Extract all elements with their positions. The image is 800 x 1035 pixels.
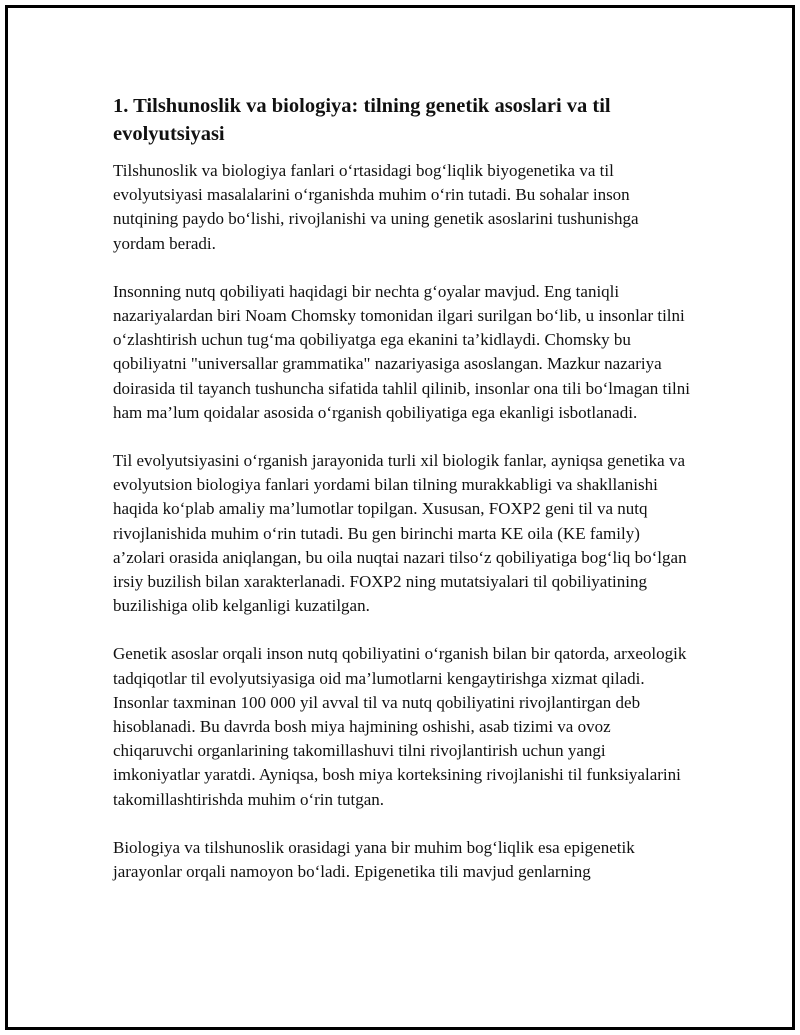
paragraph-1: Tilshunoslik va biologiya fanlari o‘rtasidagi bog‘liqlik biyogenetika va til evolyutsiyasi masalalarini o‘rganishda muhim o‘rin tutadi. Bu sohalar inson nutqining paydo bo‘lishi, rivojlanishi va uning genetik asoslarini tushunishga yordam beradi. [113, 161, 639, 253]
section-heading: 1. Tilshunoslik va biologiya: tilning genetik asoslari va til evolyutsiyasi [113, 95, 611, 145]
paragraph-4: Genetik asoslar orqali inson nutq qobiliyatini o‘rganish bilan bir qatorda, arxeologik tadqiqotlar til evolyutsiyasiga oid ma’lumotlarni kengaytirishga xizmat qiladi. Insonlar taxminan 100 000 yil avval til va nutq qobiliyatini rivojlantirgan deb hisoblanadi. Bu davrda bosh miya hajmining oshishi, asab tizimi va ovoz chiqaruvchi organlarining takomillashuvi tilni rivojlantirish uchun yangi imkoniyatlar yaratdi. Ayniqsa, bosh miya korteksining rivojlanishi til funksiyalarini takomillashtirishda muhim o‘rin tutgan. [113, 644, 687, 809]
paragraph-5: Biologiya va tilshunoslik orasidagi yana bir muhim bog‘liqlik esa epigenetik jarayonlar orqali namoyon bo‘ladi. Epigenetika tili mavjud genlarning [113, 837, 635, 882]
paragraph-2: Insonning nutq qobiliyati haqidagi bir nechta g‘oyalar mavjud. Eng taniqli nazariyalardan biri Noam Chomsky tomonidan ilgari surilgan bo‘lib, u insonlar tilni o‘zlashtirish uchun tug‘ma qobiliyatga ega ekanini ta’kidlaydi. Chomsky bu qobiliyatni "universallar grammatika" nazariyasiga asoslangan. Mazkur nazariya doirasida til tayanch tushuncha sifatida tahlil qilinib, insonlar ona tili bo‘lmagan tilni ham ma’lum qoidalar asosida o‘rganish qobiliyatiga ega ekanligi isbotlanadi. [113, 281, 690, 422]
paragraph-3: Til evolyutsiyasini o‘rganish jarayonida turli xil biologik fanlar, ayniqsa genetika va evolyutsion biologiya fanlari yordami bilan tilning murakkabligi va shakllanishi haqida ko‘plab amaliy ma’lumotlar topilgan. Xususan, FOXP2 geni til va nutq rivojlanishida muhim o‘rin tutadi. Bu gen birinchi marta KE oila (KE family) a’zolari orasida aniqlangan, bu oila nuqtai nazari tilso‘z qobiliyatiga bog‘liq bo‘lgan irsiy buzilish bilan xarakterlanadi. FOXP2 ning mutatsiyalari til qobiliyatining buzilishiga olib kelganligi kuzatilgan. [113, 451, 687, 616]
document-body [113, 92, 693, 908]
